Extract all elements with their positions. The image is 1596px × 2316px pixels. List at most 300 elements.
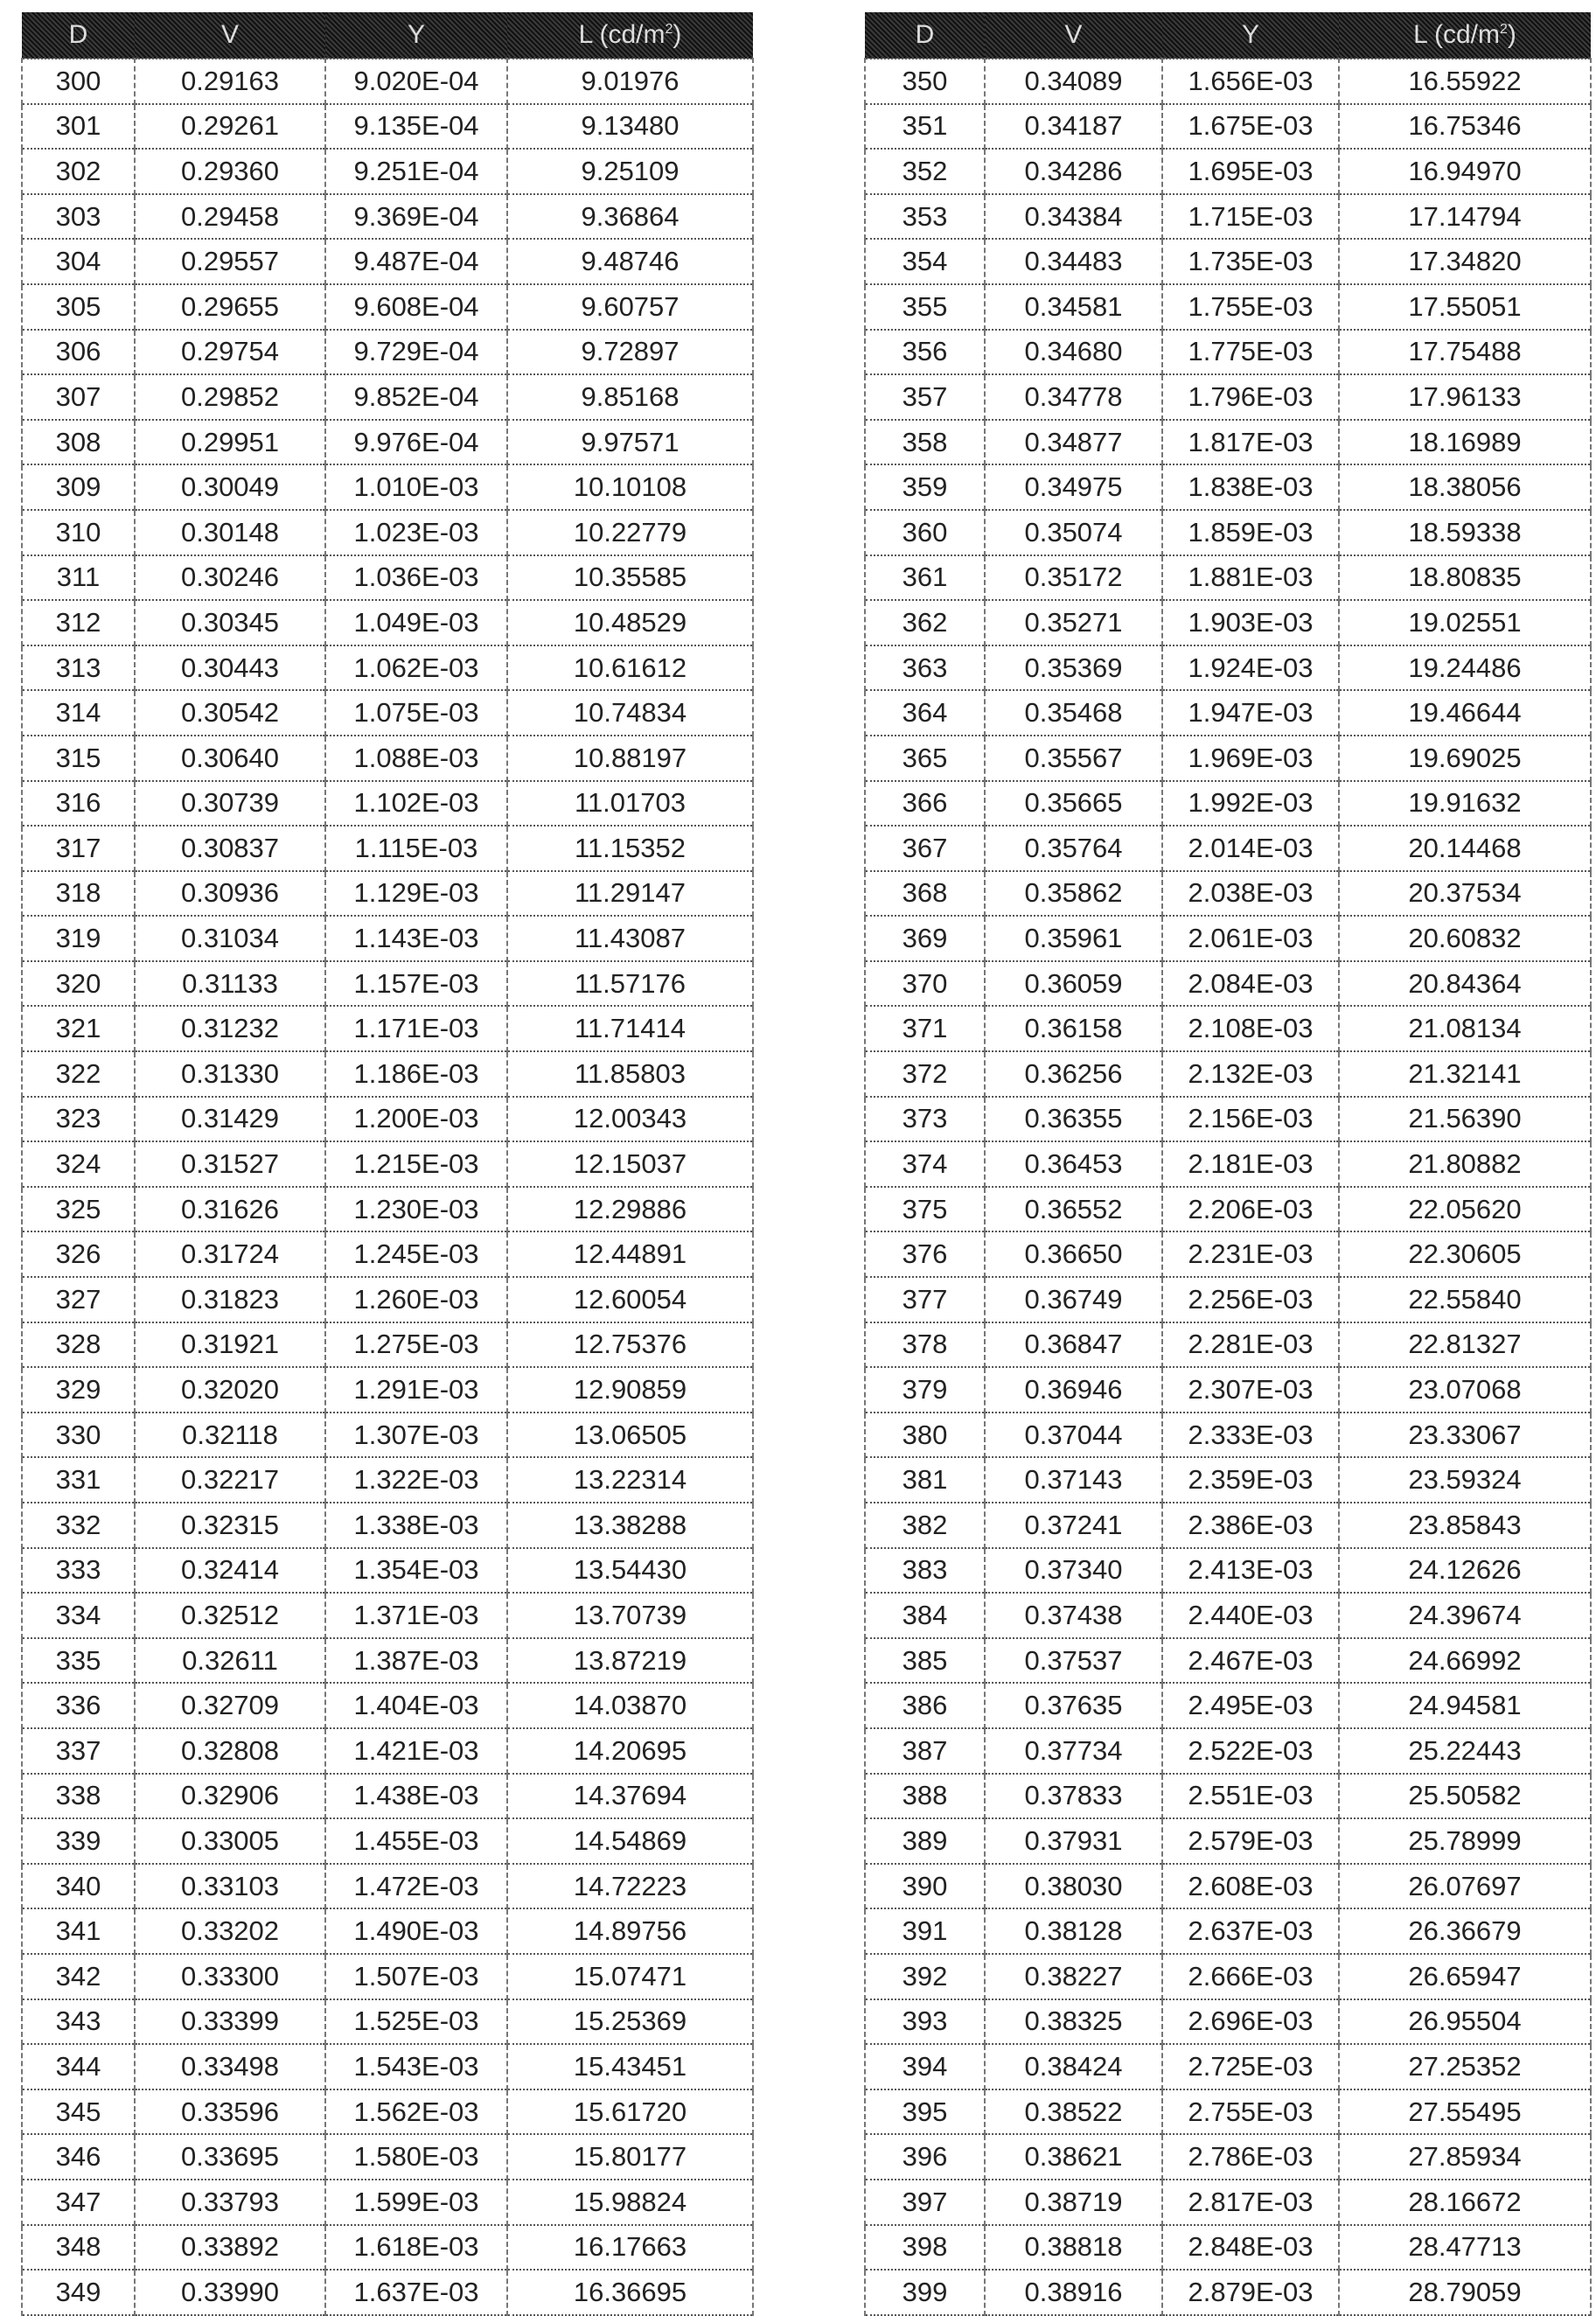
cell-v: 0.38818: [985, 2225, 1162, 2271]
cell-d: 327: [22, 1277, 135, 1322]
cell-l: 10.48529: [507, 600, 753, 645]
cell-d: 356: [865, 330, 985, 375]
table-row: [865, 1322, 1591, 1368]
cell-d: 353: [865, 194, 985, 240]
cell-l: 28.47713: [1339, 2225, 1591, 2271]
cell-y: 2.467E-03: [1162, 1638, 1339, 1684]
cell-v: 0.38128: [985, 1908, 1162, 1954]
cell-d: 322: [22, 1051, 135, 1097]
cell-y: 1.618E-03: [325, 2225, 507, 2271]
cell-y: 1.543E-03: [325, 2044, 507, 2089]
cell-l: 23.59324: [1339, 1457, 1591, 1503]
table-row: [865, 961, 1591, 1007]
cell-y: 1.143E-03: [325, 916, 507, 961]
table-row: [865, 464, 1591, 510]
cell-l: 14.54869: [507, 1818, 753, 1864]
cell-v: 0.37931: [985, 1818, 1162, 1864]
cell-l: 9.25109: [507, 149, 753, 194]
cell-d: 378: [865, 1322, 985, 1368]
table-row: [865, 2134, 1591, 2180]
cell-d: 303: [22, 194, 135, 240]
cell-v: 0.34877: [985, 420, 1162, 465]
cell-y: 9.852E-04: [325, 374, 507, 420]
cell-d: 335: [22, 1638, 135, 1684]
table-row: [22, 1818, 753, 1864]
luminance-table-right: [864, 12, 1592, 2316]
cell-y: 1.838E-03: [1162, 464, 1339, 510]
cell-d: 316: [22, 781, 135, 827]
cell-v: 0.33596: [135, 2089, 325, 2135]
header-d: D: [22, 12, 135, 59]
table-row: [22, 871, 753, 917]
cell-l: 17.75488: [1339, 330, 1591, 375]
cell-d: 331: [22, 1457, 135, 1503]
cell-v: 0.38227: [985, 1954, 1162, 1999]
cell-v: 0.34187: [985, 104, 1162, 150]
cell-d: 350: [865, 59, 985, 104]
cell-d: 320: [22, 961, 135, 1007]
table-row: [865, 1774, 1591, 1819]
cell-l: 17.96133: [1339, 374, 1591, 420]
cell-v: 0.34089: [985, 59, 1162, 104]
cell-v: 0.33793: [135, 2180, 325, 2225]
cell-l: 27.25352: [1339, 2044, 1591, 2089]
cell-v: 0.37438: [985, 1593, 1162, 1638]
cell-v: 0.35862: [985, 871, 1162, 917]
cell-v: 0.29557: [135, 239, 325, 284]
table-row: [22, 1097, 753, 1142]
cell-y: 2.725E-03: [1162, 2044, 1339, 2089]
cell-l: 21.56390: [1339, 1097, 1591, 1142]
cell-v: 0.34286: [985, 149, 1162, 194]
cell-y: 9.135E-04: [325, 104, 507, 150]
cell-l: 9.72897: [507, 330, 753, 375]
cell-d: 374: [865, 1141, 985, 1187]
cell-d: 384: [865, 1593, 985, 1638]
cell-v: 0.36059: [985, 961, 1162, 1007]
table-row: [865, 690, 1591, 736]
table-row: [22, 2134, 753, 2180]
table-row: [22, 2089, 753, 2135]
table-row: [865, 1818, 1591, 1864]
cell-l: 20.60832: [1339, 916, 1591, 961]
cell-y: 1.088E-03: [325, 736, 507, 781]
cell-v: 0.31724: [135, 1231, 325, 1277]
cell-l: 15.43451: [507, 2044, 753, 2089]
table-row: [865, 1908, 1591, 1954]
cell-v: 0.36256: [985, 1051, 1162, 1097]
cell-y: 1.490E-03: [325, 1908, 507, 1954]
cell-l: 9.36864: [507, 194, 753, 240]
cell-l: 11.29147: [507, 871, 753, 917]
cell-d: 348: [22, 2225, 135, 2271]
cell-v: 0.38424: [985, 2044, 1162, 2089]
cell-v: 0.33892: [135, 2225, 325, 2271]
table-header-row: [22, 12, 753, 59]
cell-y: 2.666E-03: [1162, 1954, 1339, 1999]
cell-v: 0.34483: [985, 239, 1162, 284]
table-row: [22, 284, 753, 330]
cell-d: 383: [865, 1548, 985, 1594]
cell-l: 11.85803: [507, 1051, 753, 1097]
cell-l: 19.02551: [1339, 600, 1591, 645]
cell-d: 332: [22, 1503, 135, 1548]
cell-v: 0.37635: [985, 1683, 1162, 1728]
cell-d: 395: [865, 2089, 985, 2135]
cell-v: 0.30640: [135, 736, 325, 781]
cell-d: 319: [22, 916, 135, 961]
cell-d: 370: [865, 961, 985, 1007]
cell-y: 2.848E-03: [1162, 2225, 1339, 2271]
cell-v: 0.38522: [985, 2089, 1162, 2135]
cell-l: 10.22779: [507, 510, 753, 555]
cell-v: 0.29951: [135, 420, 325, 465]
cell-y: 9.976E-04: [325, 420, 507, 465]
cell-y: 1.715E-03: [1162, 194, 1339, 240]
cell-l: 12.44891: [507, 1231, 753, 1277]
table-row: [865, 149, 1591, 194]
cell-l: 16.75346: [1339, 104, 1591, 150]
header-l-close: ): [1508, 20, 1516, 49]
cell-l: 24.12626: [1339, 1548, 1591, 1594]
table-row: [22, 1503, 753, 1548]
cell-y: 2.608E-03: [1162, 1864, 1339, 1909]
cell-l: 24.66992: [1339, 1638, 1591, 1684]
cell-y: 1.562E-03: [325, 2089, 507, 2135]
cell-l: 16.17663: [507, 2225, 753, 2271]
cell-l: 27.85934: [1339, 2134, 1591, 2180]
cell-y: 1.322E-03: [325, 1457, 507, 1503]
table-row: [22, 239, 753, 284]
cell-d: 387: [865, 1728, 985, 1774]
cell-v: 0.32709: [135, 1683, 325, 1728]
cell-y: 1.129E-03: [325, 871, 507, 917]
cell-y: 2.522E-03: [1162, 1728, 1339, 1774]
table-row: [865, 1141, 1591, 1187]
table-row: [22, 1367, 753, 1413]
cell-v: 0.33202: [135, 1908, 325, 1954]
cell-l: 28.79059: [1339, 2270, 1591, 2315]
cell-l: 12.00343: [507, 1097, 753, 1142]
cell-y: 1.656E-03: [1162, 59, 1339, 104]
cell-l: 15.98824: [507, 2180, 753, 2225]
cell-v: 0.32906: [135, 1774, 325, 1819]
cell-y: 1.275E-03: [325, 1322, 507, 1368]
table-row: [22, 330, 753, 375]
cell-y: 1.307E-03: [325, 1413, 507, 1458]
cell-d: 371: [865, 1006, 985, 1051]
cell-y: 1.525E-03: [325, 1999, 507, 2045]
cell-y: 1.075E-03: [325, 690, 507, 736]
table-row: [22, 1908, 753, 1954]
cell-l: 11.71414: [507, 1006, 753, 1051]
cell-l: 16.36695: [507, 2270, 753, 2315]
header-v: V: [985, 12, 1162, 59]
cell-l: 22.05620: [1339, 1187, 1591, 1232]
table-row: [22, 1006, 753, 1051]
cell-l: 20.14468: [1339, 826, 1591, 871]
cell-y: 9.487E-04: [325, 239, 507, 284]
cell-d: 373: [865, 1097, 985, 1142]
cell-y: 1.775E-03: [1162, 330, 1339, 375]
table-row: [22, 1457, 753, 1503]
table-row: [865, 2044, 1591, 2089]
cell-l: 10.61612: [507, 645, 753, 691]
cell-d: 329: [22, 1367, 135, 1413]
cell-d: 352: [865, 149, 985, 194]
cell-l: 18.16989: [1339, 420, 1591, 465]
table-row: [22, 2044, 753, 2089]
cell-d: 357: [865, 374, 985, 420]
cell-y: 1.755E-03: [1162, 284, 1339, 330]
cell-l: 17.55051: [1339, 284, 1591, 330]
cell-l: 9.60757: [507, 284, 753, 330]
table-row: [22, 1277, 753, 1322]
cell-l: 24.94581: [1339, 1683, 1591, 1728]
cell-d: 362: [865, 600, 985, 645]
cell-d: 398: [865, 2225, 985, 2271]
cell-d: 379: [865, 1367, 985, 1413]
table-row: [22, 645, 753, 691]
cell-v: 0.29852: [135, 374, 325, 420]
cell-y: 1.230E-03: [325, 1187, 507, 1232]
cell-l: 23.85843: [1339, 1503, 1591, 1548]
table-row: [22, 690, 753, 736]
cell-v: 0.37537: [985, 1638, 1162, 1684]
cell-l: 12.29886: [507, 1187, 753, 1232]
table-row: [22, 1864, 753, 1909]
table-row: [865, 1051, 1591, 1097]
cell-l: 11.01703: [507, 781, 753, 827]
cell-y: 1.036E-03: [325, 555, 507, 601]
cell-v: 0.38621: [985, 2134, 1162, 2180]
cell-v: 0.29655: [135, 284, 325, 330]
cell-y: 2.061E-03: [1162, 916, 1339, 961]
cell-y: 1.695E-03: [1162, 149, 1339, 194]
cell-y: 1.010E-03: [325, 464, 507, 510]
cell-l: 14.03870: [507, 1683, 753, 1728]
cell-v: 0.34778: [985, 374, 1162, 420]
cell-y: 2.786E-03: [1162, 2134, 1339, 2180]
cell-l: 17.34820: [1339, 239, 1591, 284]
cell-l: 26.95504: [1339, 1999, 1591, 2045]
cell-l: 16.94970: [1339, 149, 1591, 194]
cell-y: 9.251E-04: [325, 149, 507, 194]
cell-d: 315: [22, 736, 135, 781]
cell-d: 324: [22, 1141, 135, 1187]
cell-y: 2.156E-03: [1162, 1097, 1339, 1142]
header-l: [1339, 12, 1591, 59]
cell-l: 10.88197: [507, 736, 753, 781]
cell-v: 0.30542: [135, 690, 325, 736]
table-row: [865, 1367, 1591, 1413]
table-row: [865, 194, 1591, 240]
cell-d: 336: [22, 1683, 135, 1728]
cell-l: 24.39674: [1339, 1593, 1591, 1638]
table-row: [22, 104, 753, 150]
cell-v: 0.30936: [135, 871, 325, 917]
cell-d: 363: [865, 645, 985, 691]
luminance-table-left: [21, 12, 754, 2316]
cell-d: 365: [865, 736, 985, 781]
cell-v: 0.32808: [135, 1728, 325, 1774]
cell-l: 15.61720: [507, 2089, 753, 2135]
cell-v: 0.29163: [135, 59, 325, 104]
cell-l: 11.43087: [507, 916, 753, 961]
cell-y: 2.206E-03: [1162, 1187, 1339, 1232]
cell-d: 345: [22, 2089, 135, 2135]
cell-l: 22.30605: [1339, 1231, 1591, 1277]
cell-y: 2.084E-03: [1162, 961, 1339, 1007]
cell-d: 359: [865, 464, 985, 510]
cell-d: 309: [22, 464, 135, 510]
cell-d: 372: [865, 1051, 985, 1097]
cell-l: 25.50582: [1339, 1774, 1591, 1819]
cell-d: 337: [22, 1728, 135, 1774]
cell-y: 1.291E-03: [325, 1367, 507, 1413]
cell-y: 2.495E-03: [1162, 1683, 1339, 1728]
cell-y: 1.354E-03: [325, 1548, 507, 1594]
cell-d: 388: [865, 1774, 985, 1819]
table-row: [22, 374, 753, 420]
table-row: [22, 1548, 753, 1594]
cell-v: 0.31034: [135, 916, 325, 961]
cell-y: 1.421E-03: [325, 1728, 507, 1774]
cell-v: 0.29360: [135, 149, 325, 194]
cell-v: 0.38325: [985, 1999, 1162, 2045]
cell-d: 338: [22, 1774, 135, 1819]
cell-l: 11.15352: [507, 826, 753, 871]
cell-y: 2.755E-03: [1162, 2089, 1339, 2135]
cell-y: 1.404E-03: [325, 1683, 507, 1728]
cell-d: 302: [22, 149, 135, 194]
cell-l: 13.54430: [507, 1548, 753, 1594]
table-row: [22, 2270, 753, 2315]
cell-y: 2.181E-03: [1162, 1141, 1339, 1187]
cell-y: 1.796E-03: [1162, 374, 1339, 420]
cell-d: 342: [22, 1954, 135, 1999]
cell-y: 9.369E-04: [325, 194, 507, 240]
header-l-exponent: 2: [1500, 22, 1508, 37]
cell-l: 19.91632: [1339, 781, 1591, 827]
cell-y: 2.108E-03: [1162, 1006, 1339, 1051]
cell-v: 0.30246: [135, 555, 325, 601]
cell-y: 9.729E-04: [325, 330, 507, 375]
cell-v: 0.34680: [985, 330, 1162, 375]
cell-v: 0.31330: [135, 1051, 325, 1097]
cell-y: 1.675E-03: [1162, 104, 1339, 150]
cell-d: 330: [22, 1413, 135, 1458]
cell-y: 1.881E-03: [1162, 555, 1339, 601]
cell-d: 300: [22, 59, 135, 104]
table-row: [22, 420, 753, 465]
cell-v: 0.29754: [135, 330, 325, 375]
cell-v: 0.37241: [985, 1503, 1162, 1548]
table-row: [22, 1999, 753, 2045]
cell-y: 1.637E-03: [325, 2270, 507, 2315]
cell-v: 0.35369: [985, 645, 1162, 691]
cell-v: 0.35468: [985, 690, 1162, 736]
cell-d: 381: [865, 1457, 985, 1503]
cell-d: 349: [22, 2270, 135, 2315]
cell-y: 1.455E-03: [325, 1818, 507, 1864]
cell-y: 2.307E-03: [1162, 1367, 1339, 1413]
table-row: [865, 781, 1591, 827]
cell-d: 346: [22, 2134, 135, 2180]
cell-y: 2.879E-03: [1162, 2270, 1339, 2315]
cell-v: 0.36158: [985, 1006, 1162, 1051]
cell-v: 0.29458: [135, 194, 325, 240]
table-row: [865, 555, 1591, 601]
cell-v: 0.33005: [135, 1818, 325, 1864]
table-row: [22, 1187, 753, 1232]
cell-d: 391: [865, 1908, 985, 1954]
cell-y: 2.696E-03: [1162, 1999, 1339, 2045]
cell-d: 339: [22, 1818, 135, 1864]
cell-d: 317: [22, 826, 135, 871]
cell-v: 0.34581: [985, 284, 1162, 330]
cell-v: 0.37734: [985, 1728, 1162, 1774]
cell-v: 0.30049: [135, 464, 325, 510]
table-row: [22, 1141, 753, 1187]
cell-v: 0.36847: [985, 1322, 1162, 1368]
cell-d: 367: [865, 826, 985, 871]
cell-l: 26.36679: [1339, 1908, 1591, 1954]
cell-d: 311: [22, 555, 135, 601]
table-row: [865, 330, 1591, 375]
table-row: [22, 1322, 753, 1368]
table-row: [22, 736, 753, 781]
cell-l: 18.59338: [1339, 510, 1591, 555]
cell-v: 0.32611: [135, 1638, 325, 1684]
table-row: [865, 826, 1591, 871]
cell-d: 355: [865, 284, 985, 330]
cell-y: 2.440E-03: [1162, 1593, 1339, 1638]
cell-l: 22.55840: [1339, 1277, 1591, 1322]
cell-d: 364: [865, 690, 985, 736]
cell-v: 0.31626: [135, 1187, 325, 1232]
cell-l: 14.20695: [507, 1728, 753, 1774]
cell-y: 9.608E-04: [325, 284, 507, 330]
cell-l: 20.84364: [1339, 961, 1591, 1007]
cell-d: 305: [22, 284, 135, 330]
cell-v: 0.29261: [135, 104, 325, 150]
cell-y: 1.062E-03: [325, 645, 507, 691]
cell-v: 0.31921: [135, 1322, 325, 1368]
cell-v: 0.36946: [985, 1367, 1162, 1413]
cell-v: 0.35567: [985, 736, 1162, 781]
cell-v: 0.33695: [135, 2134, 325, 2180]
cell-d: 306: [22, 330, 135, 375]
cell-l: 12.75376: [507, 1322, 753, 1368]
cell-v: 0.35172: [985, 555, 1162, 601]
cell-y: 2.256E-03: [1162, 1277, 1339, 1322]
cell-d: 377: [865, 1277, 985, 1322]
cell-y: 1.903E-03: [1162, 600, 1339, 645]
table-row: [865, 871, 1591, 917]
cell-l: 13.87219: [507, 1638, 753, 1684]
table-row: [22, 2180, 753, 2225]
cell-d: 313: [22, 645, 135, 691]
table-row: [865, 1277, 1591, 1322]
cell-y: 9.020E-04: [325, 59, 507, 104]
cell-l: 20.37534: [1339, 871, 1591, 917]
cell-d: 323: [22, 1097, 135, 1142]
cell-v: 0.30443: [135, 645, 325, 691]
table-header-row: [865, 12, 1591, 59]
cell-l: 10.74834: [507, 690, 753, 736]
cell-d: 304: [22, 239, 135, 284]
